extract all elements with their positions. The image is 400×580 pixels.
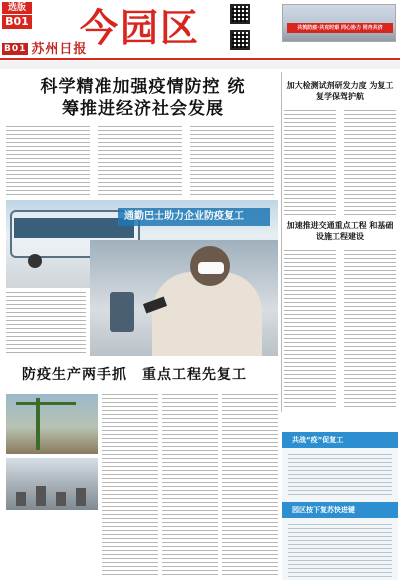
- edition-label: 选版: [2, 2, 32, 14]
- ticker-strip: [0, 61, 400, 69]
- second-headline[interactable]: 防疫生产两手抓 重点工程先复工: [22, 367, 247, 383]
- second-story-body: [162, 394, 218, 576]
- wheel-icon: [28, 254, 42, 268]
- advert-banner: 共筑防疫·共克时艰 同心协力 同舟共济: [287, 23, 393, 33]
- building-block: [76, 488, 86, 506]
- bus-windows: [14, 218, 134, 238]
- edition-code: B01: [2, 15, 32, 29]
- sidebar-text: [288, 524, 392, 578]
- paper-name: [2, 38, 87, 57]
- right-story1-body: [344, 110, 396, 216]
- sidebar-banner[interactable]: 园区按下复苏快进键: [282, 502, 398, 518]
- edition-badge[interactable]: [2, 2, 32, 28]
- text-column: [190, 126, 274, 198]
- paper-name-text: 苏州日报: [31, 42, 88, 57]
- photo-title[interactable]: 通勤巴士助力企业防疫复工: [118, 208, 270, 226]
- masthead-rule: [0, 58, 400, 60]
- qr-code-icon: [230, 4, 250, 24]
- building-block: [36, 486, 46, 506]
- aerial-site-photo: [6, 458, 98, 510]
- sidebar-text: [288, 454, 392, 496]
- commuter-photo: [90, 240, 278, 356]
- main-headline[interactable]: 科学精准加强疫情防控 统筹推进经济社会发展: [40, 77, 246, 119]
- text-column: [98, 126, 182, 198]
- right-story1-body: [284, 110, 336, 216]
- section-title: 今园区: [80, 6, 201, 50]
- building-block: [16, 492, 26, 506]
- sidebar-panel: [282, 432, 398, 580]
- building-block: [56, 492, 66, 506]
- crane-mast: [36, 398, 40, 450]
- right-story2-body: [284, 250, 336, 410]
- right-column: [284, 74, 396, 414]
- second-story-body: [102, 394, 158, 576]
- right-story2-body: [344, 250, 396, 410]
- second-story-body: [222, 394, 278, 576]
- right-story1-headline[interactable]: 加大检测试剂研发力度 为复工复学保驾护航: [286, 81, 394, 101]
- sidebar-banner[interactable]: 共战“疫”促复工: [282, 432, 398, 448]
- right-story2-headline[interactable]: 加速推进交通重点工程 和基础设施工程建设: [286, 221, 394, 241]
- crane-arm: [16, 402, 76, 405]
- construction-photo: [6, 394, 98, 454]
- column-divider: [281, 72, 282, 412]
- qr-code-icon: [230, 30, 250, 50]
- face-mask: [198, 262, 224, 274]
- main-story-body: [6, 126, 278, 198]
- advert-photo: [282, 4, 396, 42]
- edition-code-small: B01: [4, 44, 27, 54]
- masthead: [0, 0, 400, 58]
- photo-caption-text: [6, 292, 86, 354]
- text-column: [6, 126, 90, 198]
- card-reader: [110, 292, 134, 332]
